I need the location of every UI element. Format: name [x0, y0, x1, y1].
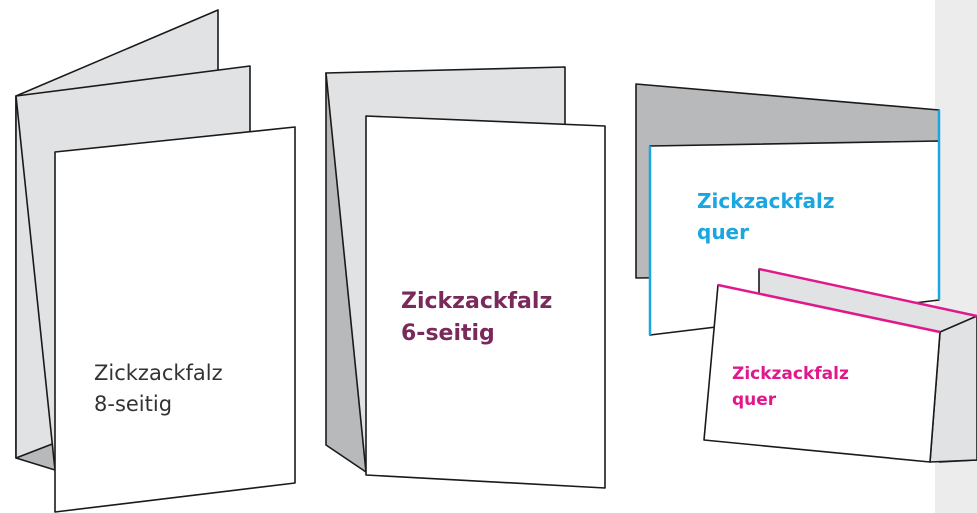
label-fold-8 — [94, 358, 223, 420]
fold-8-panel-front — [55, 127, 295, 512]
label-fold-landscape-large — [697, 186, 835, 248]
label-fold-landscape-small — [732, 361, 849, 413]
label-fold-landscape-large-line1: Zickzackfalz — [697, 189, 835, 213]
label-fold-landscape-small-line2: quer — [732, 390, 777, 410]
label-fold-8-line2: 8-seitig — [94, 392, 173, 416]
fold-8-figure — [16, 10, 295, 512]
label-fold-6-line1: Zickzackfalz — [401, 289, 553, 314]
label-fold-landscape-small-line1: Zickzackfalz — [732, 364, 849, 384]
label-fold-8-line1: Zickzackfalz — [94, 361, 223, 385]
label-fold-landscape-large-line2: quer — [697, 220, 749, 244]
label-fold-6 — [401, 286, 552, 350]
fold-6-figure — [326, 67, 605, 488]
label-fold-6-line2: 6-seitig — [401, 321, 495, 346]
